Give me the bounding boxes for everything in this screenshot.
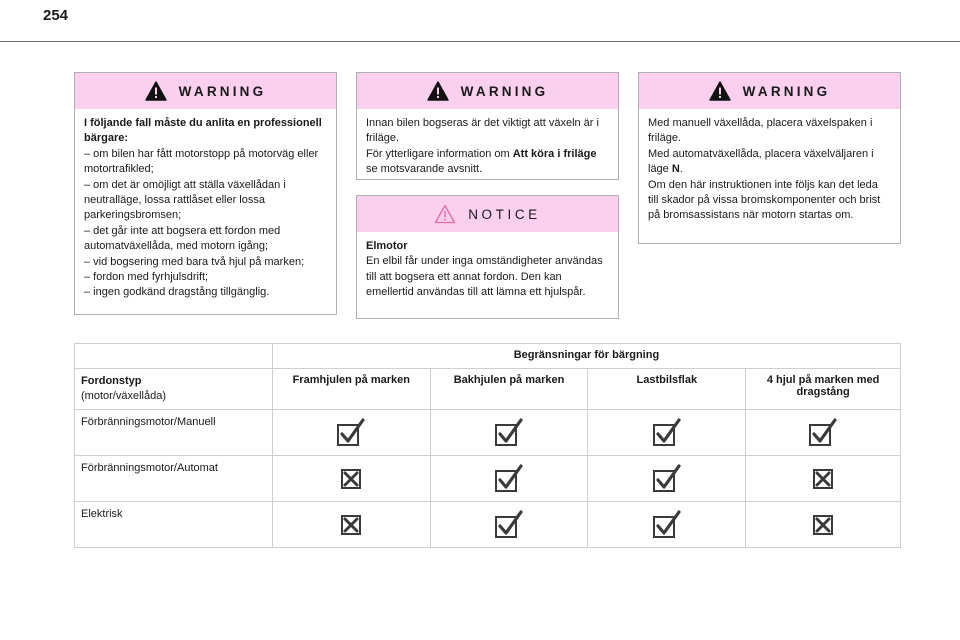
status-cell: [588, 456, 746, 502]
warning-title: WARNING: [178, 83, 267, 99]
check-mark-icon: [493, 462, 525, 494]
cross-mark-icon: [335, 508, 367, 540]
warning-box-gear-position: [638, 72, 901, 244]
warning-text: Med manuell växellåda, placera växelspaken i friläge.: [648, 117, 873, 145]
column-header: 4 hjul på marken med dragstång: [746, 369, 901, 410]
column-header: Bakhjulen på marken: [430, 369, 588, 410]
status-cell: [746, 456, 901, 502]
warning-item: – om det är omöjligt att ställa växellådan i neutralläge, lossa rattlåset eller lossa parkeringsbromsen;: [84, 178, 286, 222]
table-row: [75, 502, 901, 548]
cross-reference: Att köra i friläge: [512, 147, 597, 160]
check-mark-icon: [493, 508, 525, 540]
table-corner-cell: [75, 344, 273, 369]
towing-limitations-table: [74, 343, 901, 548]
warning-header: [357, 73, 618, 109]
status-cell: [272, 502, 430, 548]
warning-text: Om den här instruktionen inte följs kan det leda till skador på vissa bromskomponenter och brist på bromsassistans när motorn startas om.: [648, 178, 881, 222]
cross-mark-icon: [335, 462, 367, 494]
check-mark-icon: [651, 416, 683, 448]
column-header: Framhjulen på marken: [272, 369, 430, 410]
warning-item: – det går inte att bogsera ett fordon med automatväxellåda, med motorn igång;: [84, 224, 281, 253]
warning-title: WARNING: [742, 83, 831, 99]
notice-text: En elbil får under inga omständigheter användas till att bogsera ett annat fordon. Den kan emellertid användas till att lämna ett hjulspår.: [366, 255, 603, 299]
notice-body: [357, 232, 618, 307]
notice-triangle-icon: [434, 204, 456, 224]
vehicle-type-subtitle: (motor/växellåda): [81, 390, 166, 402]
check-mark-icon: [651, 508, 683, 540]
notice-title: NOTICE: [468, 206, 541, 222]
status-cell: [430, 456, 588, 502]
notice-box-electric-motor: [356, 195, 619, 319]
text-run: Med automatväxellåda, placera växelväljaren i läge: [648, 147, 874, 176]
status-cell: [588, 502, 746, 548]
status-cell: [272, 456, 430, 502]
warning-body: [357, 109, 618, 184]
table-row: [75, 456, 901, 502]
warning-item: – fordon med fyrhjulsdrift;: [84, 271, 209, 284]
row-label: Förbränningsmotor/Manuell: [75, 410, 273, 456]
warning-header: [639, 73, 900, 109]
gear-position-n: N: [671, 163, 680, 176]
warning-text: Innan bilen bogseras är det viktigt att växeln är i friläge.: [366, 117, 599, 145]
warning-box-neutral-gear: [356, 72, 619, 180]
warning-body: [75, 109, 336, 307]
check-mark-icon: [651, 462, 683, 494]
warning-body: [639, 109, 900, 230]
warning-item: – vid bogsering med bara två hjul på marken;: [84, 255, 305, 268]
status-cell: [430, 410, 588, 456]
status-cell: [746, 410, 901, 456]
warning-triangle-icon: [427, 81, 449, 101]
text-run: .: [679, 163, 683, 176]
vehicle-type-header: [75, 369, 273, 410]
table-header-row: [75, 344, 901, 369]
page-number: 254: [43, 7, 69, 24]
notice-heading: Elmotor: [366, 240, 408, 252]
text-run: För ytterligare information om: [366, 147, 513, 160]
warning-item: – ingen godkänd dragstång tillgänglig.: [84, 286, 270, 299]
row-label: Elektrisk: [75, 502, 273, 548]
check-mark-icon: [335, 416, 367, 448]
warning-text: [648, 147, 891, 178]
warning-item: – om bilen har fått motorstopp på motorväg eller motortrafikled;: [84, 147, 319, 176]
status-cell: [588, 410, 746, 456]
notice-header: [357, 196, 618, 232]
warning-text: [366, 147, 609, 178]
status-cell: [746, 502, 901, 548]
warning-title: WARNING: [460, 83, 549, 99]
check-mark-icon: [807, 416, 839, 448]
cross-mark-icon: [807, 462, 839, 494]
column-header: Lastbilsflak: [588, 369, 746, 410]
warning-triangle-icon: [145, 81, 167, 101]
row-label: Förbränningsmotor/Automat: [75, 456, 273, 502]
warning-header: [75, 73, 336, 109]
table-row: [75, 410, 901, 456]
status-cell: [272, 410, 430, 456]
status-cell: [430, 502, 588, 548]
cross-mark-icon: [807, 508, 839, 540]
warning-box-towing-professional: [74, 72, 337, 315]
group-header: Begränsningar för bärgning: [272, 344, 900, 369]
text-run: se motsvarande avsnitt.: [366, 163, 483, 176]
header-rule: [0, 41, 960, 42]
table-header-row: [75, 369, 901, 410]
check-mark-icon: [493, 416, 525, 448]
warning-intro: I följande fall måste du anlita en professionell bärgare:: [84, 117, 322, 145]
vehicle-type-title: Fordonstyp: [81, 375, 142, 387]
warning-triangle-icon: [709, 81, 731, 101]
